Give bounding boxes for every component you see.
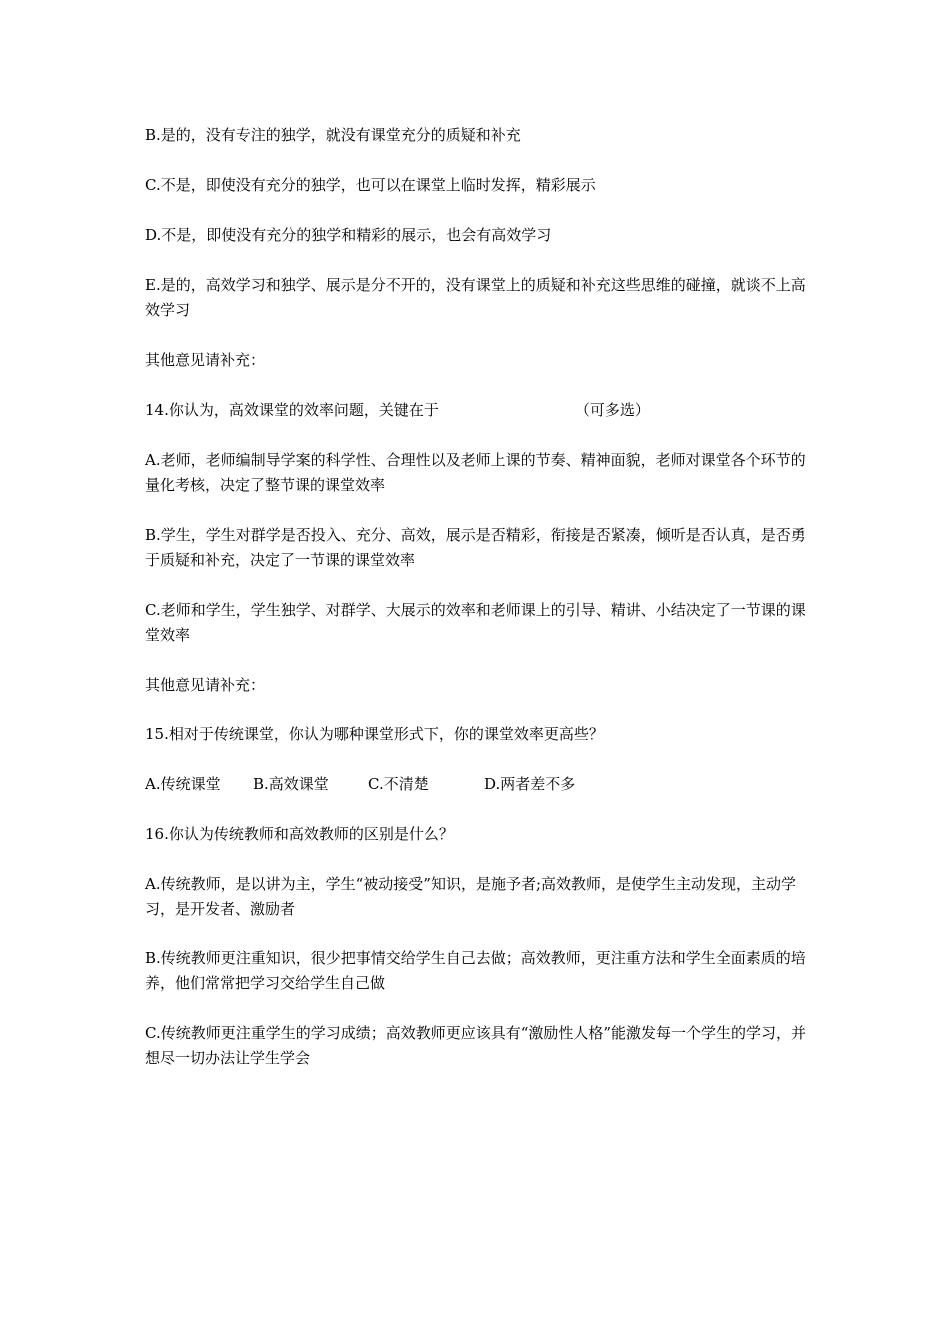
q14-option-b: B.学生，学生对群学是否投入、充分、高效，展示是否精彩，衔接是否紧凑，倾听是否认真，是否勇于质疑和补充，决定了一节课的课堂效率	[145, 526, 806, 569]
q16-option-a: A.传统教师，是以讲为主，学生“被动接受”知识，是施予者;高效教师，是使学生主动发现，主动学习，是开发者、激励者	[145, 875, 796, 918]
q15-option-c: C.不清楚	[368, 775, 429, 793]
q15-option-a: A.传统课堂	[145, 775, 221, 793]
q16-option-c: C.传统教师更注重学生的学习成绩；高效教师更应该具有“激励性人格”能激发每一个学生的学习，并想尽一切办法让学生学会	[145, 1024, 807, 1067]
q16-question: 16.你认为传统教师和高效教师的区别是什么？	[145, 825, 454, 843]
q14-note: （可多选）	[574, 401, 650, 419]
q14-option-a: A.老师，老师编制导学案的科学性、合理性以及老师上课的节奏、精神面貌，老师对课堂各个环节的量化考核，决定了整节课的课堂效率	[145, 451, 806, 494]
q15-options-row	[145, 772, 809, 797]
q14-option-c: C.老师和学生，学生独学、对群学、大展示的效率和老师课上的引导、精讲、小结决定了一节课的课堂效率	[145, 601, 806, 644]
q14-other-comment: 其他意见请补充：	[145, 676, 266, 694]
q13-option-c: C.不是，即使没有充分的独学，也可以在课堂上临时发挥，精彩展示	[145, 176, 596, 194]
q14-question: 14.你认为，高效课堂的效率问题，关键在于	[145, 401, 439, 419]
q13-option-d: D.不是，即使没有充分的独学和精彩的展示，也会有高效学习	[145, 226, 552, 244]
q13-option-b: B.是的，没有专注的独学，就没有课堂充分的质疑和补充	[145, 126, 521, 144]
q15-question: 15.相对于传统课堂，你认为哪种课堂形式下，你的课堂效率更高些？	[145, 725, 604, 743]
q15-option-d: D.两者差不多	[484, 775, 576, 793]
q16-option-b: B.传统教师更注重知识，很少把事情交给学生自己去做；高效教师，更注重方法和学生全面素质的培养，他们常常把学习交给学生自己做	[145, 949, 806, 992]
q14-question-row	[145, 398, 809, 423]
q15-option-b: B.高效课堂	[253, 775, 329, 793]
q13-other-comment: 其他意见请补充：	[145, 351, 266, 369]
q13-option-e: E.是的，高效学习和独学、展示是分不开的，没有课堂上的质疑和补充这些思维的碰撞，就谈不上高效学习	[145, 276, 806, 319]
